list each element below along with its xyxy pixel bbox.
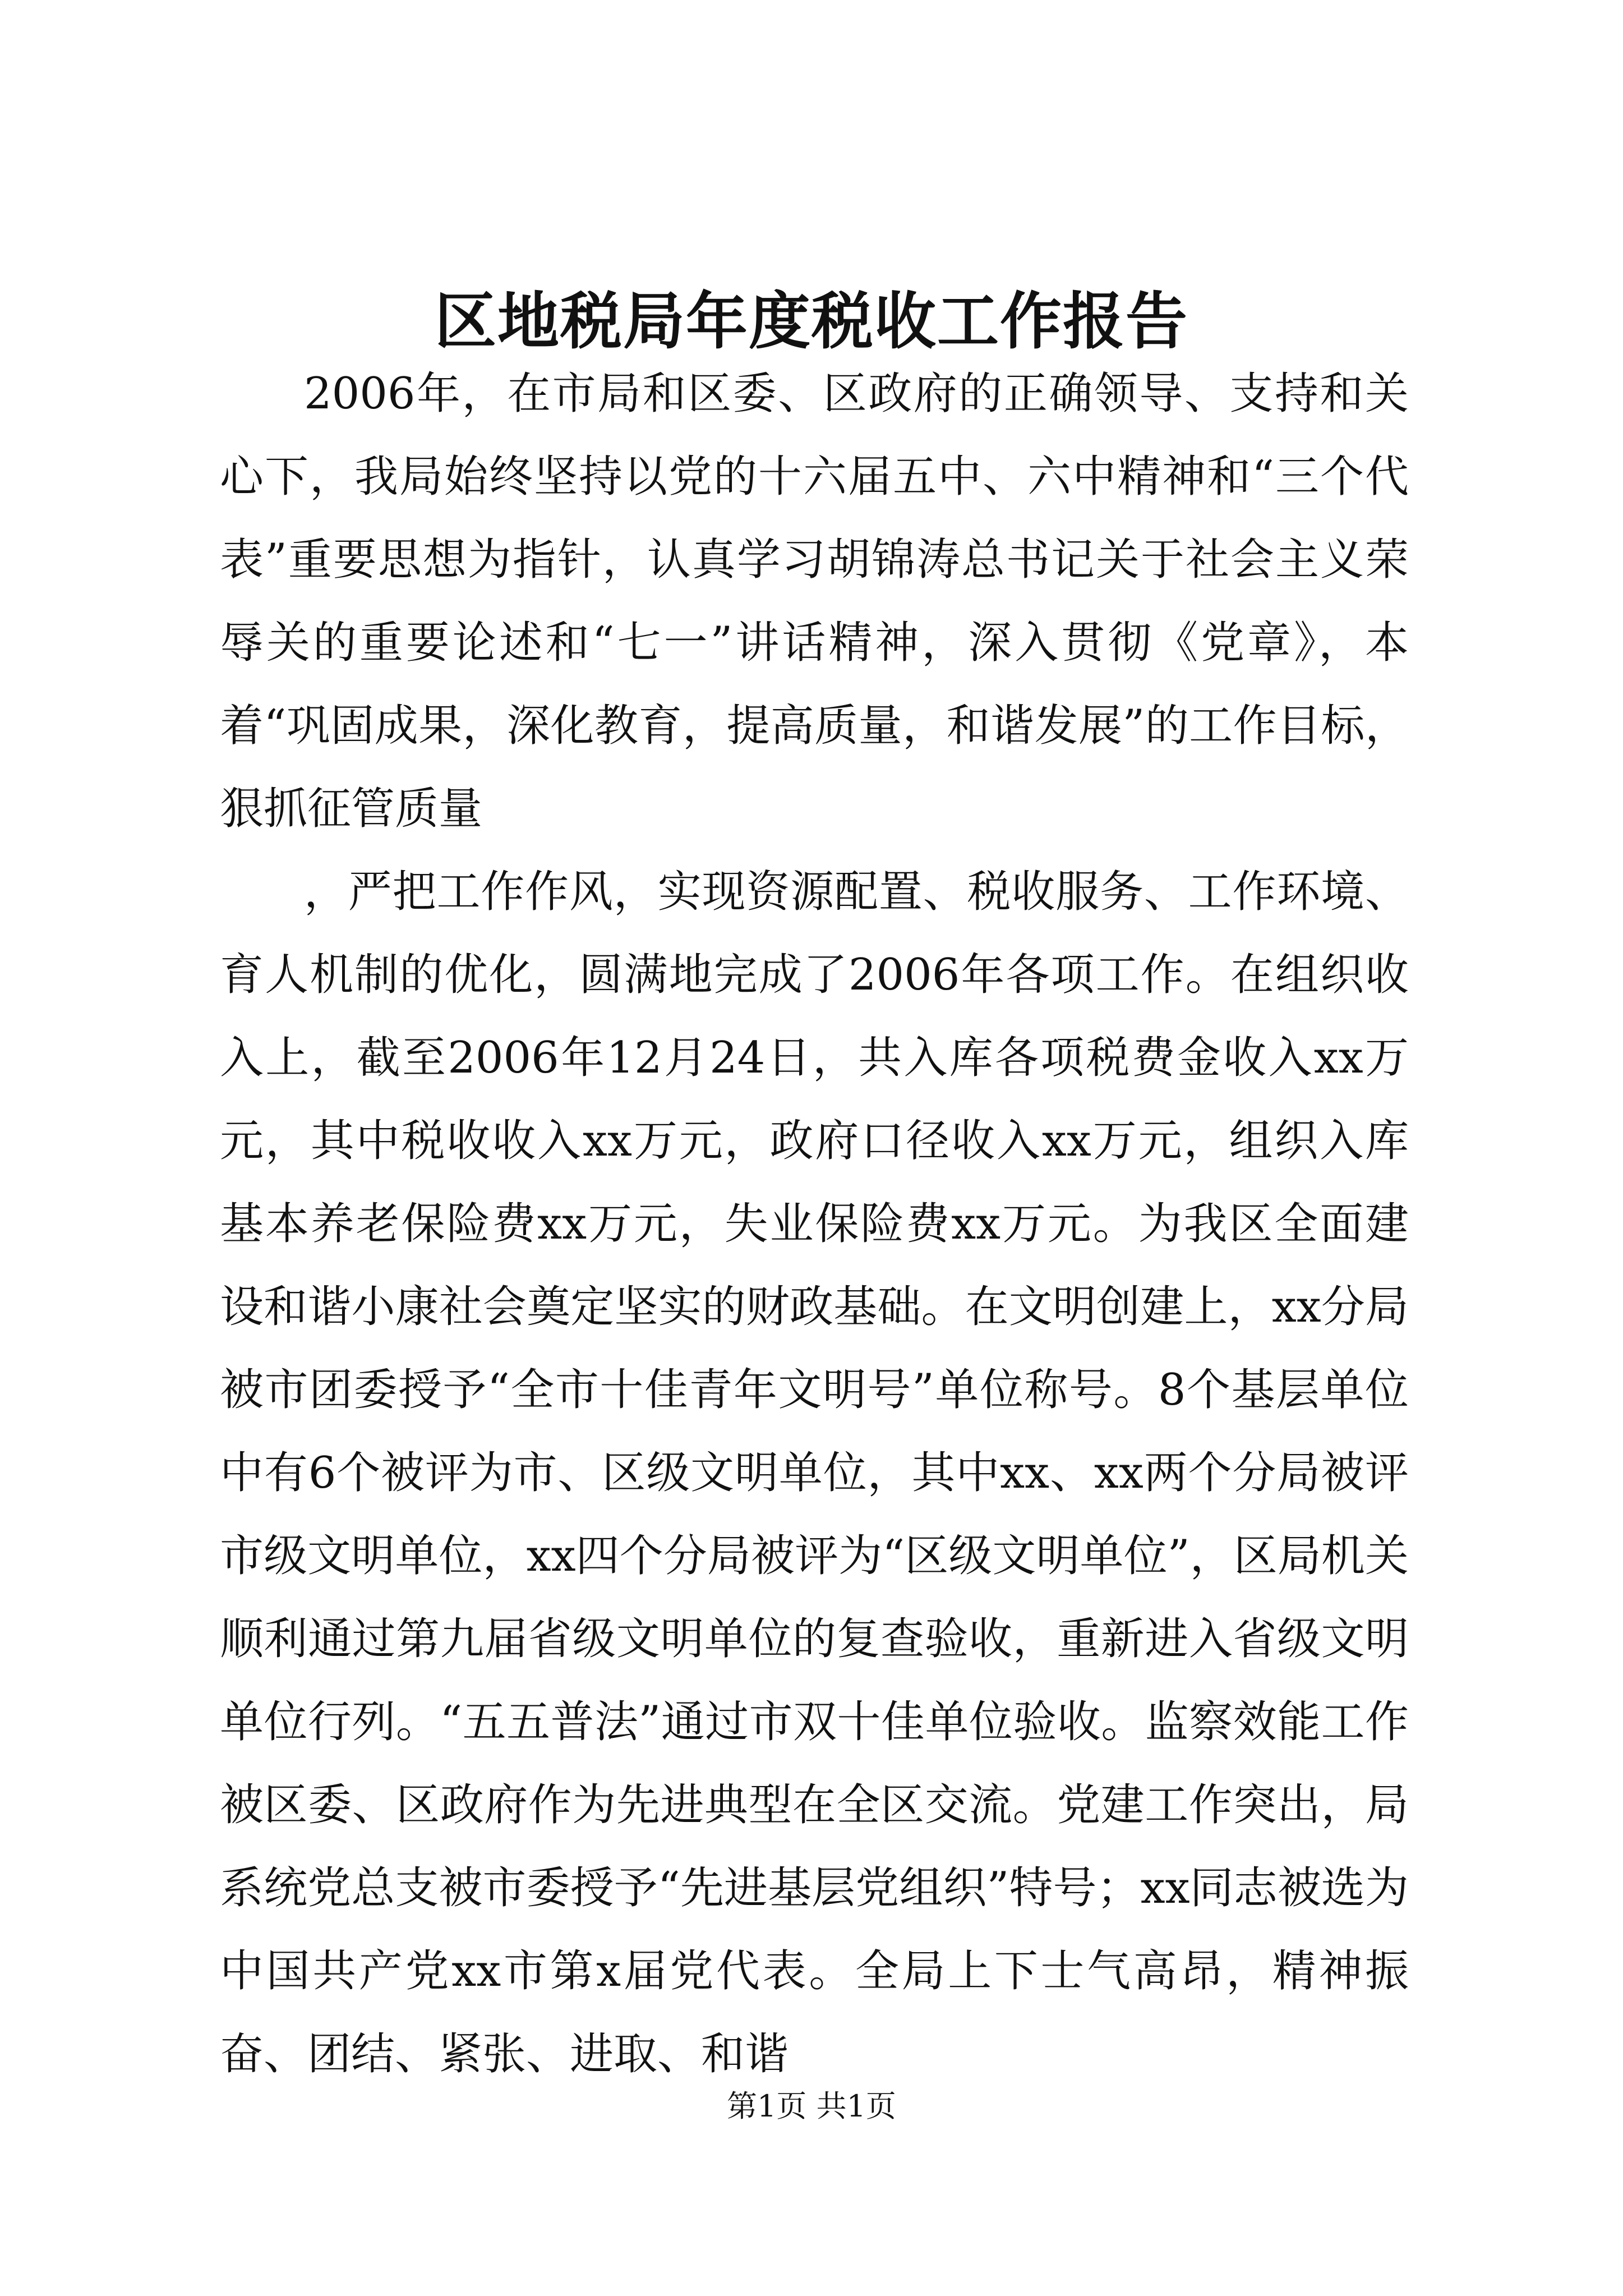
page-number-footer: 第1页 共1页	[727, 2088, 896, 2124]
paragraph-achievements: ，严把工作作风，实现资源配置、税收服务、工作环境、育人机制的优化，圆满地完成了2006年各项工作。在组织收入上，截至2006年12月24日，共入库各项税费金收入xx万元，其中税收收入xx万元，政府口径收入xx万元，组织入库基本养老保险费xx万元，失业保险费xx万元。为我区全面建设和谐小康社会奠定坚实的财政基础。在文明创建上，xx分局被市团委授予“全市十佳青年文明号”单位称号。8个基层单位中有6个被评为市、区级文明单位，其中xx、xx两个分局被评市级文明单位，xx四个分局被评为“区级文明单位”，区局机关顺利通过第九届省级文明单位的复查验收，重新进入省级文明单位行列。“五五普法”通过市双十佳单位验收。监察效能工作被区委、区政府作为先进典型在全区交流。党建工作突出，局系统党总支被市委授予“先进基层党组织”特号；xx同志被选为中国共产党xx市第x届党代表。全局上下士气高昂，精神振奋、团结、紧张、进取、和谐	[220, 867, 1409, 2079]
paragraph-intro: 2006年，在市局和区委、区政府的正确领导、支持和关心下，我局始终坚持以党的十六届五中、六中精神和“三个代表”重要思想为指针，认真学习胡锦涛总书记关于社会主义荣辱关的重要论述和“七一”讲话精神，深入贯彻《党章》，本着“巩固成果，深化教育，提高质量，和谐发展”的工作目标，狠抓征管质量	[220, 369, 1409, 834]
document-body	[220, 352, 1409, 2096]
document-title: 区地税局年度税收工作报告	[435, 285, 1188, 357]
